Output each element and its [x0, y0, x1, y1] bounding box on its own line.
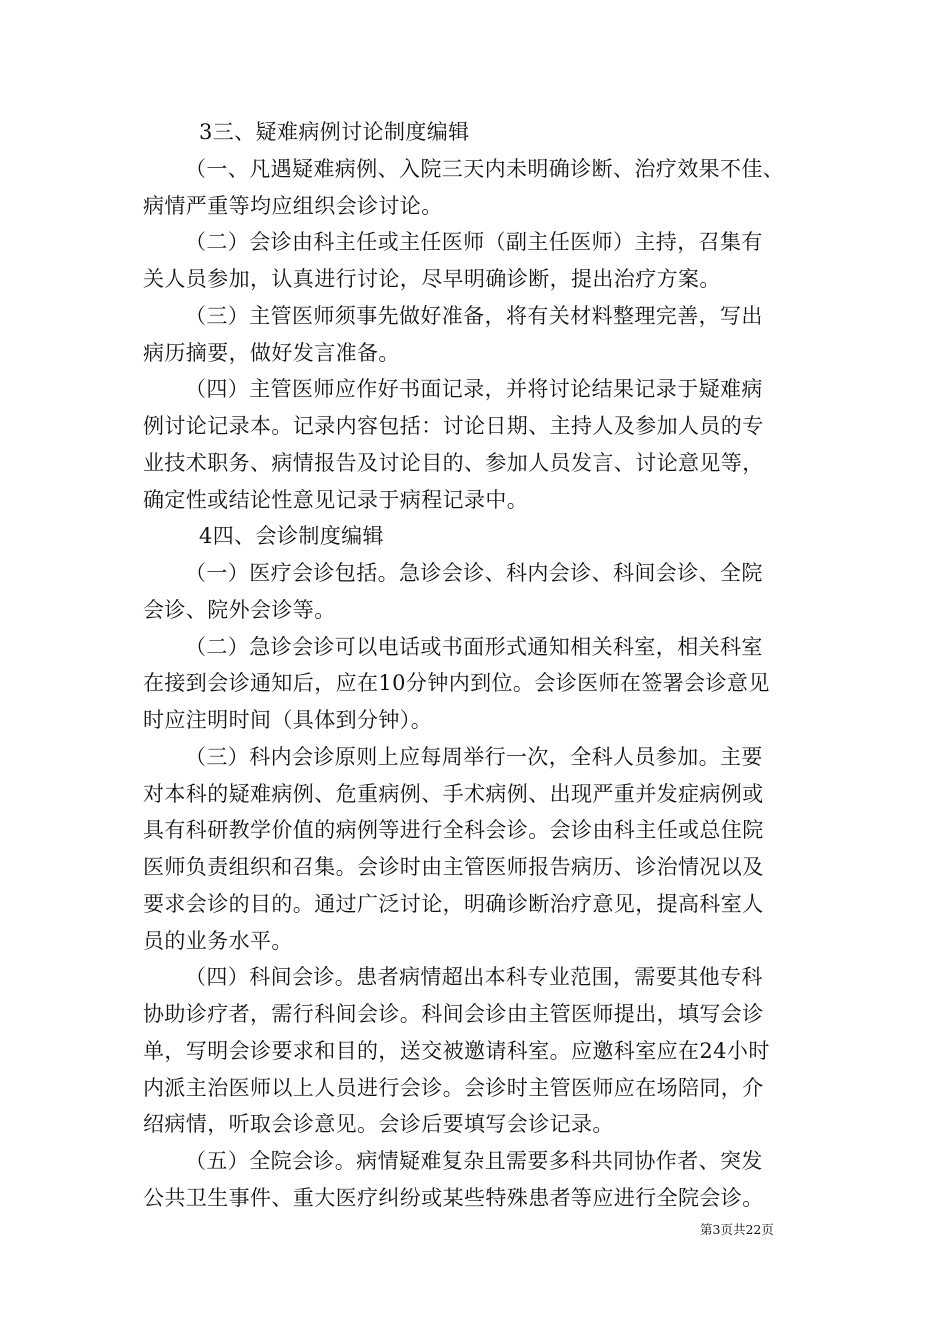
paragraph-line: （二）急诊会诊可以电话或书面形式通知相关科室，相关科室: [185, 634, 763, 659]
paragraph-line: 员的业务水平。: [143, 928, 293, 953]
paragraph-line: 会诊、院外会诊等。: [143, 597, 336, 622]
paragraph-line: 内派主治医师以上人员进行会诊。会诊时主管医师应在场陪同，介: [143, 1075, 764, 1100]
paragraph-line: 在接到会诊通知后，应在10分钟内到位。会诊医师在签署会诊意见: [143, 671, 770, 696]
paragraph-line: （三）主管医师须事先做好准备，将有关材料整理完善，写出: [185, 303, 763, 328]
page-number: 第3页共22页: [700, 1222, 774, 1237]
paragraph-line: 对本科的疑难病例、危重病例、手术病例、出现严重并发症病例或: [143, 781, 764, 806]
paragraph-line: （二）会诊由科主任或主任医师（副主任医师）主持，召集有: [185, 230, 763, 255]
paragraph-line: 确定性或结论性意见记录于病程记录中。: [143, 487, 529, 512]
paragraph-line: 关人员参加，认真进行讨论，尽早明确诊断，提出治疗方案。: [143, 267, 721, 291]
paragraph-line: 公共卫生事件、重大医疗纠纷或某些特殊患者等应进行全院会诊。: [143, 1185, 764, 1210]
paragraph-line: 单，写明会诊要求和目的，送交被邀请科室。应邀科室应在24小时: [143, 1038, 770, 1063]
paragraph-line: （四）科间会诊。患者病情超出本科专业范围，需要其他专科: [185, 965, 763, 990]
paragraph-line: 业技术职务、病情报告及讨论目的、参加人员发言、讨论意见等，: [143, 450, 764, 475]
paragraph-line: （一、凡遇疑难病例、入院三天内未明确诊断、治疗效果不佳、: [185, 156, 785, 181]
paragraph-line: 要求会诊的目的。通过广泛讨论，明确诊断治疗意见，提高科室人: [143, 891, 764, 916]
paragraph-line: 医师负责组织和召集。会诊时由主管医师报告病历、诊治情况以及: [143, 855, 764, 879]
paragraph-line: 具有科研教学价值的病例等进行全科会诊。会诊由科主任或总住院: [143, 818, 764, 843]
document-body: [143, 114, 813, 1217]
paragraph-line: 绍病情，听取会诊意见。会诊后要填写会诊记录。: [143, 1112, 614, 1137]
paragraph-line: 病情严重等均应组织会诊讨论。: [143, 193, 443, 218]
paragraph-line: （四）主管医师应作好书面记录，并将讨论结果记录于疑难病: [185, 377, 763, 402]
paragraph-line: 病历摘要，做好发言准备。: [143, 340, 400, 365]
paragraph-line: （五）全院会诊。病情疑难复杂且需要多科共同协作者、突发: [185, 1149, 763, 1173]
paragraph-line: （一）医疗会诊包括。急诊会诊、科内会诊、科间会诊、全院: [185, 561, 763, 585]
section-heading: 3三、疑难病例讨论制度编辑: [199, 120, 470, 144]
paragraph-line: 例讨论记录本。记录内容包括：讨论日期、主持人及参加人员的专: [143, 414, 764, 438]
paragraph-line: 时应注明时间（具体到分钟）。: [143, 708, 433, 732]
paragraph-line: （三）科内会诊原则上应每周举行一次，全科人员参加。主要: [185, 744, 763, 769]
paragraph-line: 协助诊疗者，需行科间会诊。科间会诊由主管医师提出，填写会诊: [143, 1002, 764, 1026]
section-heading: 4四、会诊制度编辑: [199, 524, 384, 549]
